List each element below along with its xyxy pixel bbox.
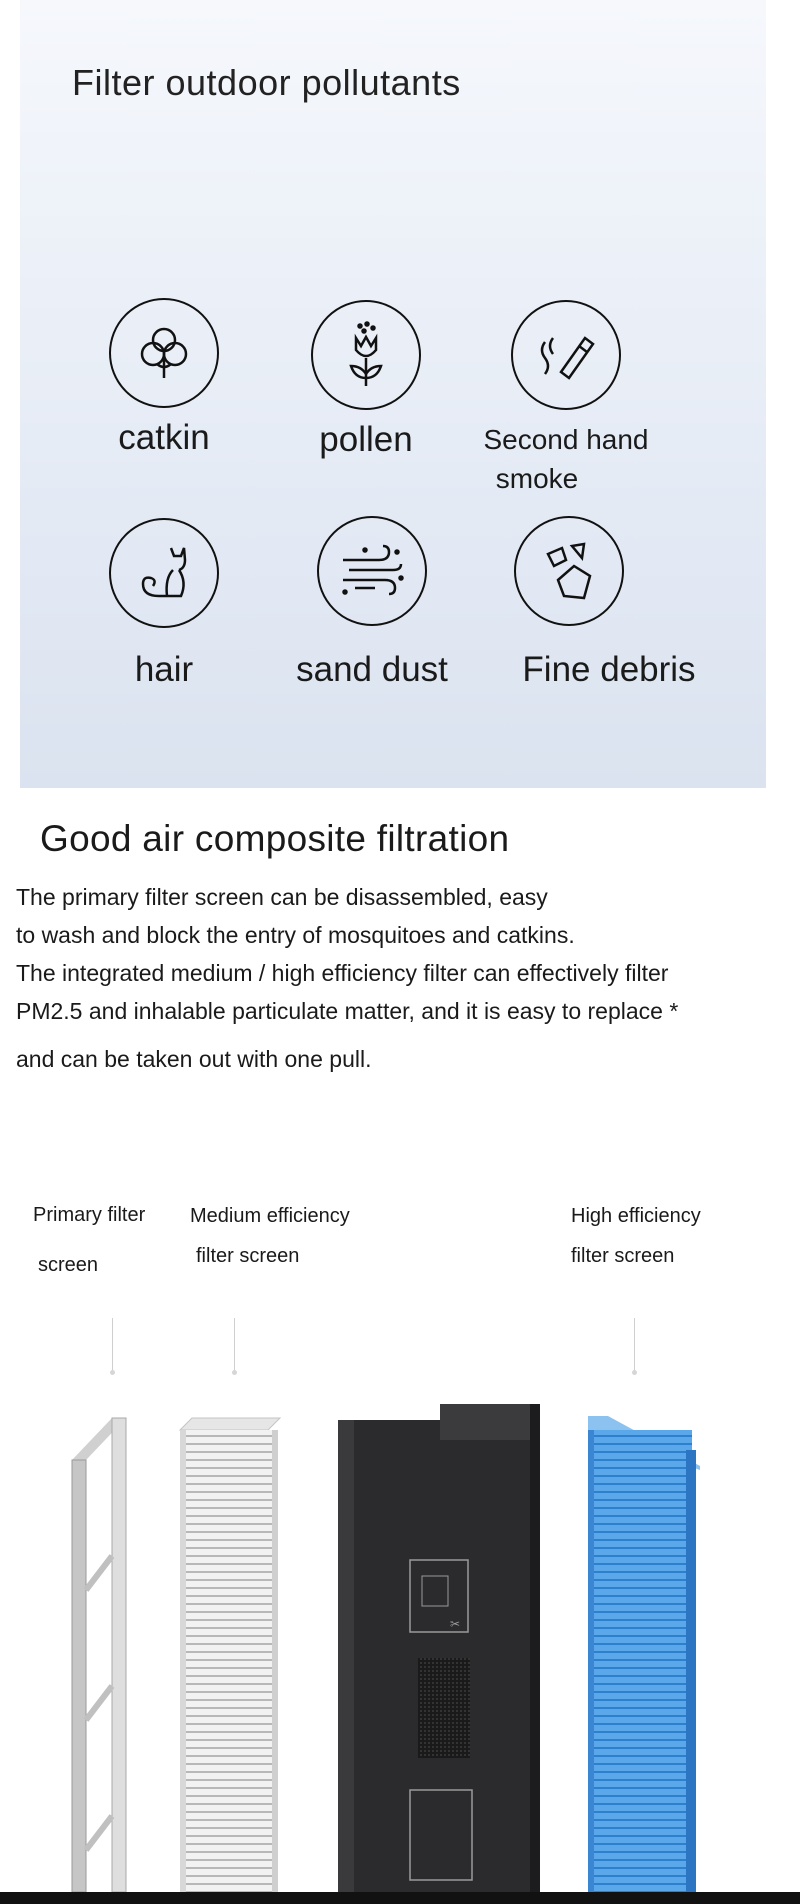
filtration-title: Good air composite filtration: [40, 818, 510, 859]
pollutant-label: sand dust: [296, 650, 448, 689]
pollutant-label-line2: smoke: [495, 463, 579, 495]
pollutant-hair: [44, 518, 284, 690]
pollutant-label: hair: [134, 650, 194, 689]
filtration-desc-line: The integrated medium / high efficiency filter can effectively filter: [16, 960, 669, 986]
filtration-desc-line: to wash and block the entry of mosquitoes and catkins.: [16, 922, 575, 948]
primary-filter-frame: [72, 1418, 126, 1892]
medium-filter-label-line1: Medium efficiency: [190, 1205, 350, 1227]
cigarette-smoke-icon: [511, 300, 621, 410]
medium-filter-leader: [234, 1318, 235, 1372]
pollutants-panel: [20, 0, 766, 788]
filtration-desc-line: PM2.5 and inhalable particulate matter, and it is easy to replace *: [16, 998, 679, 1024]
bottom-divider: [0, 1892, 800, 1904]
filtration-desc-line: The primary filter screen can be disassembled, easy: [16, 884, 548, 910]
debris-fragments-icon: [514, 516, 624, 626]
pollutant-label: pollen: [319, 420, 413, 459]
pollutants-title: Filter outdoor pollutants: [72, 62, 461, 103]
pollutant-fine-debris: [494, 516, 734, 690]
high-filter-leader: [634, 1318, 635, 1372]
filtration-desc-line: and can be taken out with one pull.: [16, 1046, 372, 1072]
pollutant-label-line1: Second hand: [483, 424, 649, 455]
pollutant-label: [446, 420, 686, 498]
pollutant-second-hand-smoke: [446, 300, 686, 498]
wind-dust-icon: [317, 516, 427, 626]
filter-illustrations: [0, 1390, 800, 1892]
primary-filter-label-line1: Primary filter: [33, 1204, 146, 1226]
high-filter-label-line1: High efficiency: [571, 1205, 701, 1227]
cat-icon: [109, 518, 219, 628]
primary-filter-label-line2: screen: [38, 1254, 99, 1276]
tulip-pollen-icon: [311, 300, 421, 410]
carbon-filter-block: [338, 1404, 540, 1892]
cotton-flower-icon: [109, 298, 219, 408]
medium-filter-pleated: [180, 1418, 280, 1892]
medium-filter-label-line2: filter screen: [196, 1245, 300, 1267]
pollutant-sand-dust: [252, 516, 492, 690]
pollutant-label: catkin: [118, 418, 210, 457]
pollutant-label: Fine debris: [522, 650, 696, 689]
svg-text:✂: ✂: [450, 1617, 461, 1631]
high-filter-pleated: [588, 1416, 700, 1892]
primary-filter-leader: [112, 1318, 113, 1372]
high-filter-label-line2: filter screen: [571, 1245, 675, 1267]
